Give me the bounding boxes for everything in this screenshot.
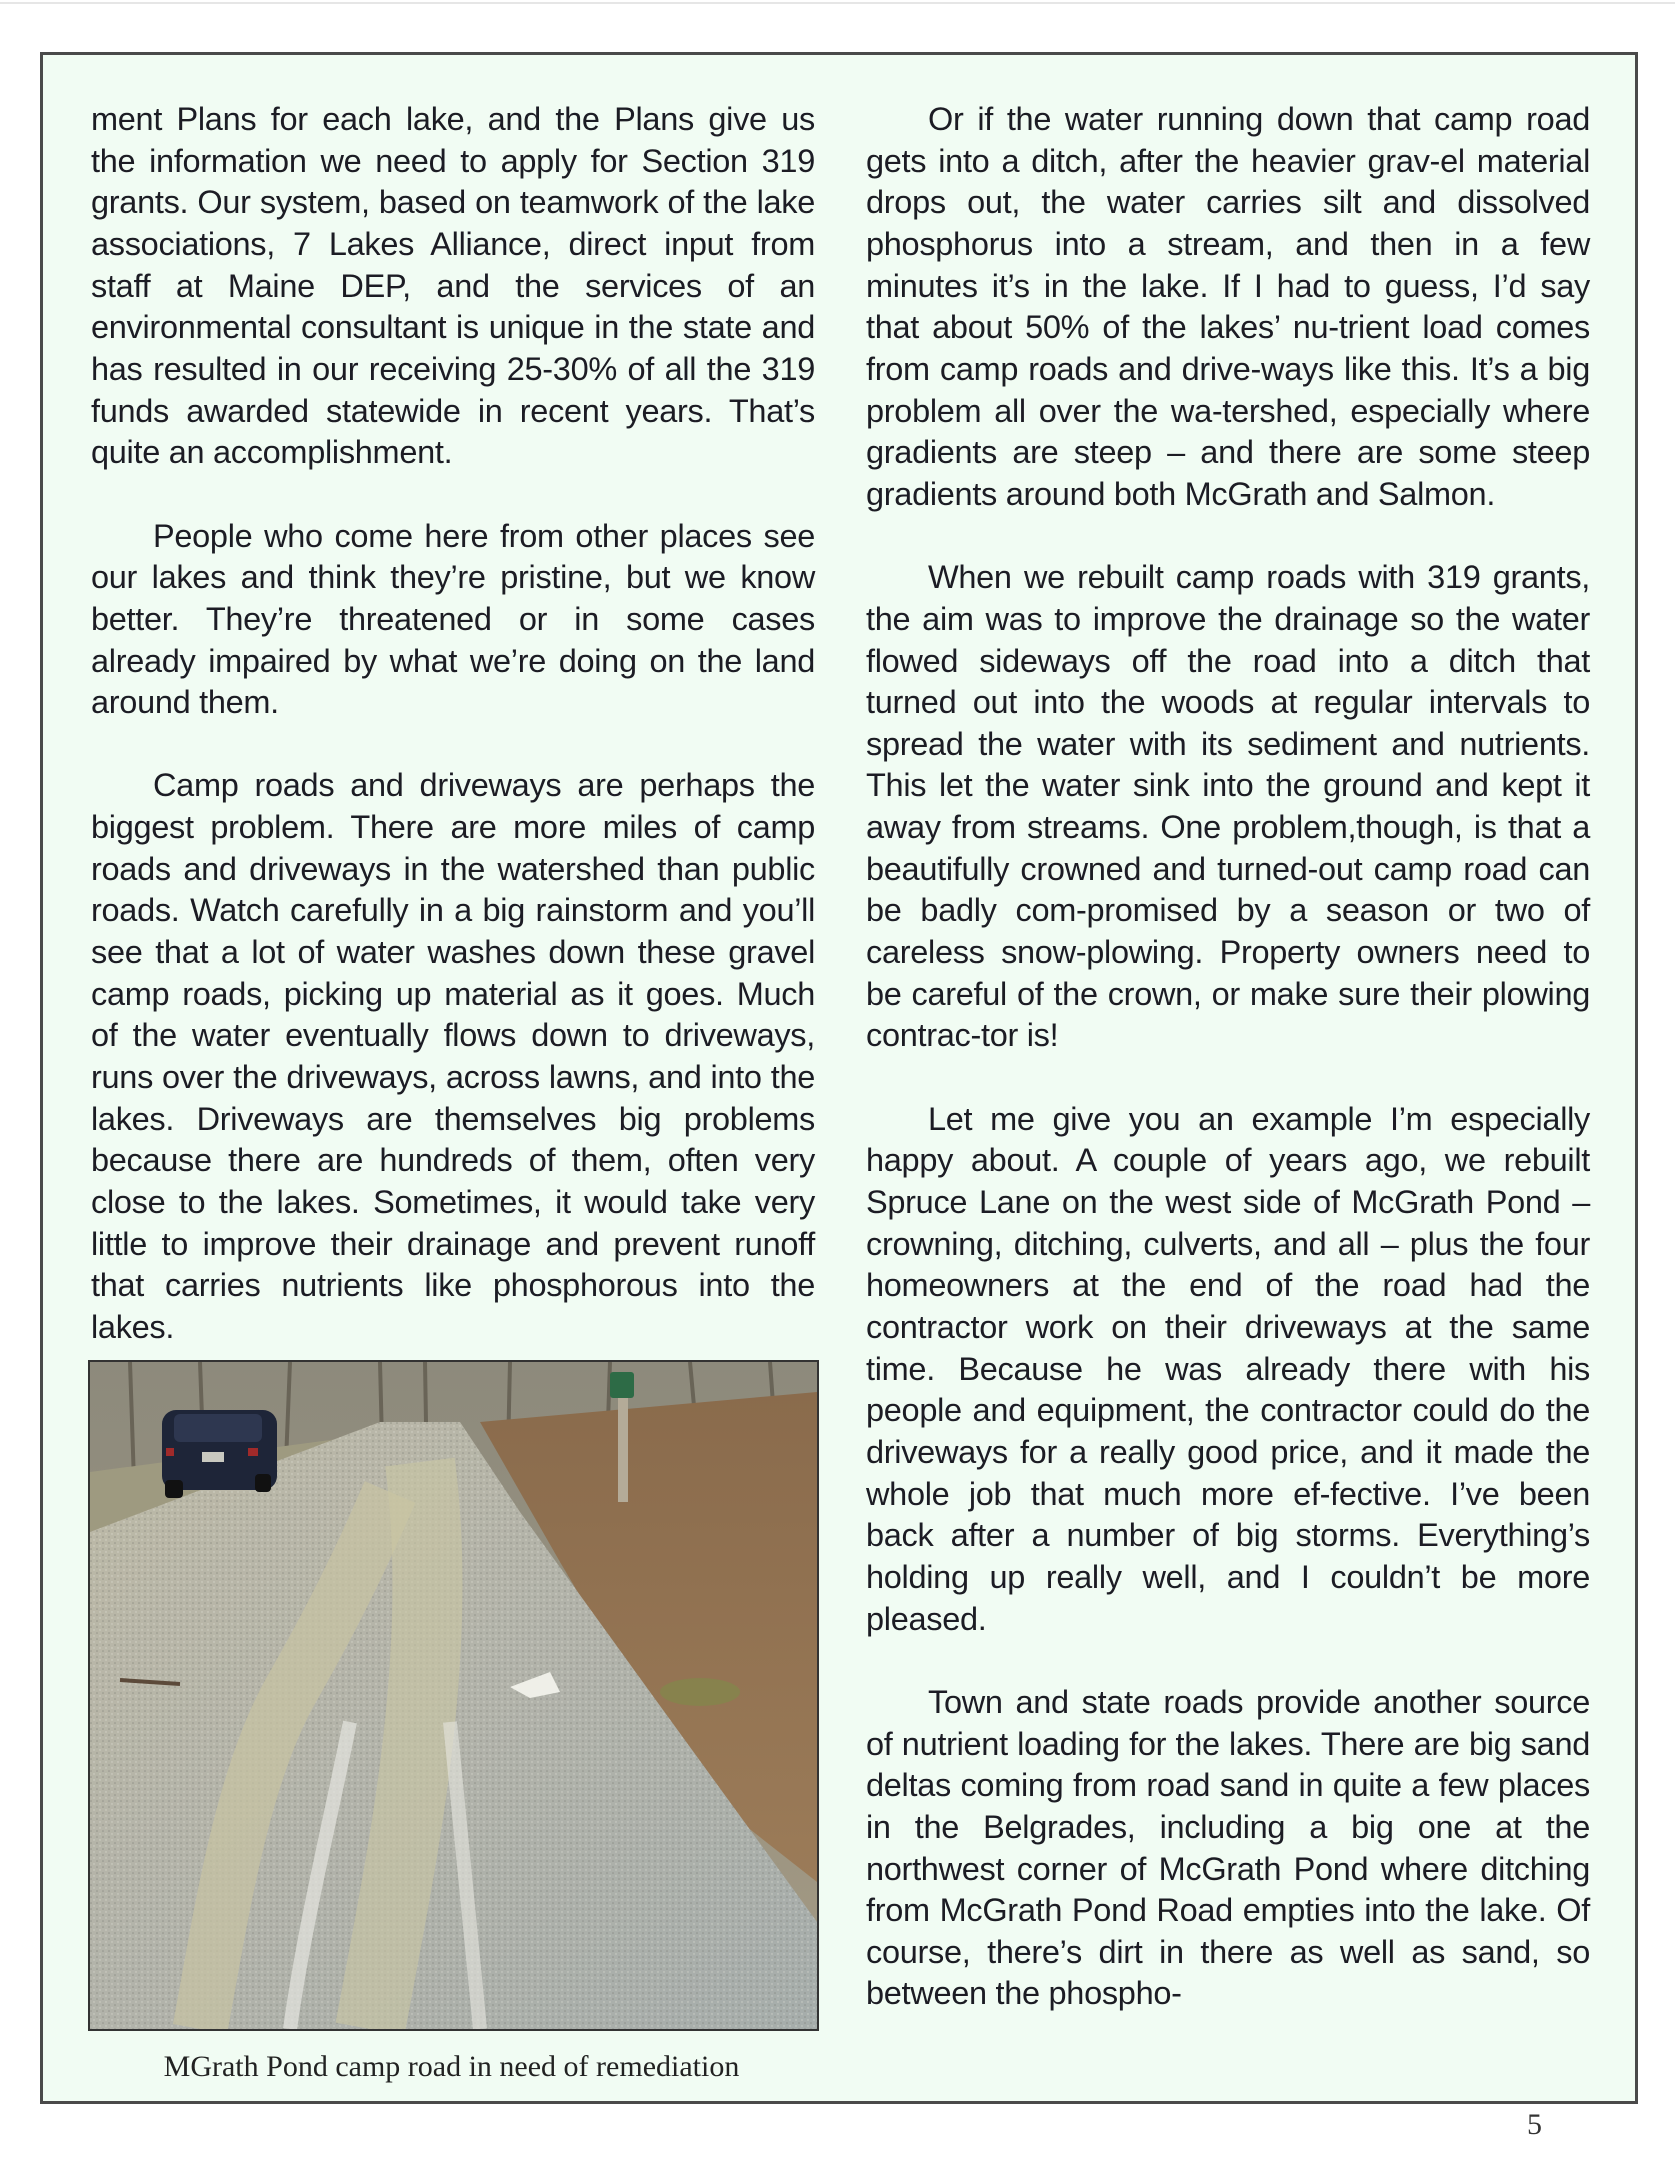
top-divider [0,2,1675,4]
paragraph: People who come here from other places see our lakes and think they’re pristine, but we know better. They’re threatened or in some cases already impaired by what we’re doing on the land around them. [91,517,815,721]
paragraph: Let me give you an example I’m especially happy about. A couple of years ago, we rebuilt Spruce Lane on the west side of McGrath Pond – crowning, ditching, culverts, and all – plus the four homeowners at the end of the road had the contractor work on their driveways at the same time. Because he was already there with his people and equipment, the contractor could do the driveways for a really good price, and it made the whole job that much more ef-fective. I’ve been back after a number of big storms. Everything’s holding up really well, and I couldn’t be more pleased. [866,1100,1590,1637]
paragraph: ment Plans for each lake, and the Plans give us the information we need to apply for Section 319 grants. Our system, based on teamwork of the lake associations, 7 Lakes Alliance, direct input from staff at Maine DEP, and the services of an environmental consultant is unique in the state and has resulted in our receiving 25-30% of all the 319 funds awarded statewide in recent years. That’s quite an accomplishment. [91,101,815,471]
page-number: 5 [1527,2108,1542,2141]
paragraph: Camp roads and driveways are perhaps the biggest problem. There are more miles of camp roads and driveways in the watershed than public roads. Watch carefully in a big rainstorm and you’ll see that a lot of water washes down these gravel camp roads, picking up material as it goes. Much of the water eventually flows down to driveways, runs over the driveways, across lawns, and into the lakes. Driveways are themselves big problems because there are hundreds of them, often very close to the lakes. Sometimes, it would take very little to improve their drainage and prevent runoff that carries nutrients like phosphorous into the lakes. [91,767,815,1345]
paragraph: Or if the water running down that camp road gets into a ditch, after the heavier grav-el material drops out, the water carries silt and dissolved phosphorus into a stream, and then in a few minutes it’s in the lake. If I had to guess, I’d say that about 50% of the lakes’ nu-trient load comes from camp roads and drive-ways like this. It’s a big problem all over the wa-tershed, especially where gradients are steep – and there are some steep gradients around both McGrath and Salmon. [866,101,1590,512]
car [162,1410,277,1498]
road-photo [88,1360,819,2031]
paragraph: Town and state roads provide another source of nutrient loading for the lakes. There are big sand deltas coming from road sand in quite a few places in the Belgrades, including a big one at the northwest corner of McGrath Pond where ditching from McGrath Pond Road empties into the lake. Of course, there’s dirt in there as well as sand, so between the phospho- [866,1683,1590,2012]
paragraph: When we rebuilt camp roads with 319 grants, the aim was to improve the drainage so the water flowed sideways off the road into a ditch that turned out into the woods at regular intervals to spread the water with its sediment and nutrients. This let the water sink into the ground and kept it away from streams. One problem,though, is that a beautifully crowned and turned-out camp road can be badly com-promised by a season or two of careless snow-plowing. Property owners need to be careful of the crown, or make sure their plowing contrac-tor is! [866,559,1590,1054]
left-column [91,99,815,1349]
page-content-box [40,52,1638,2104]
photo-caption: MGrath Pond camp road in need of remediation [163,2050,740,2083]
right-column [866,99,1590,2015]
photo-image [90,1362,817,2029]
